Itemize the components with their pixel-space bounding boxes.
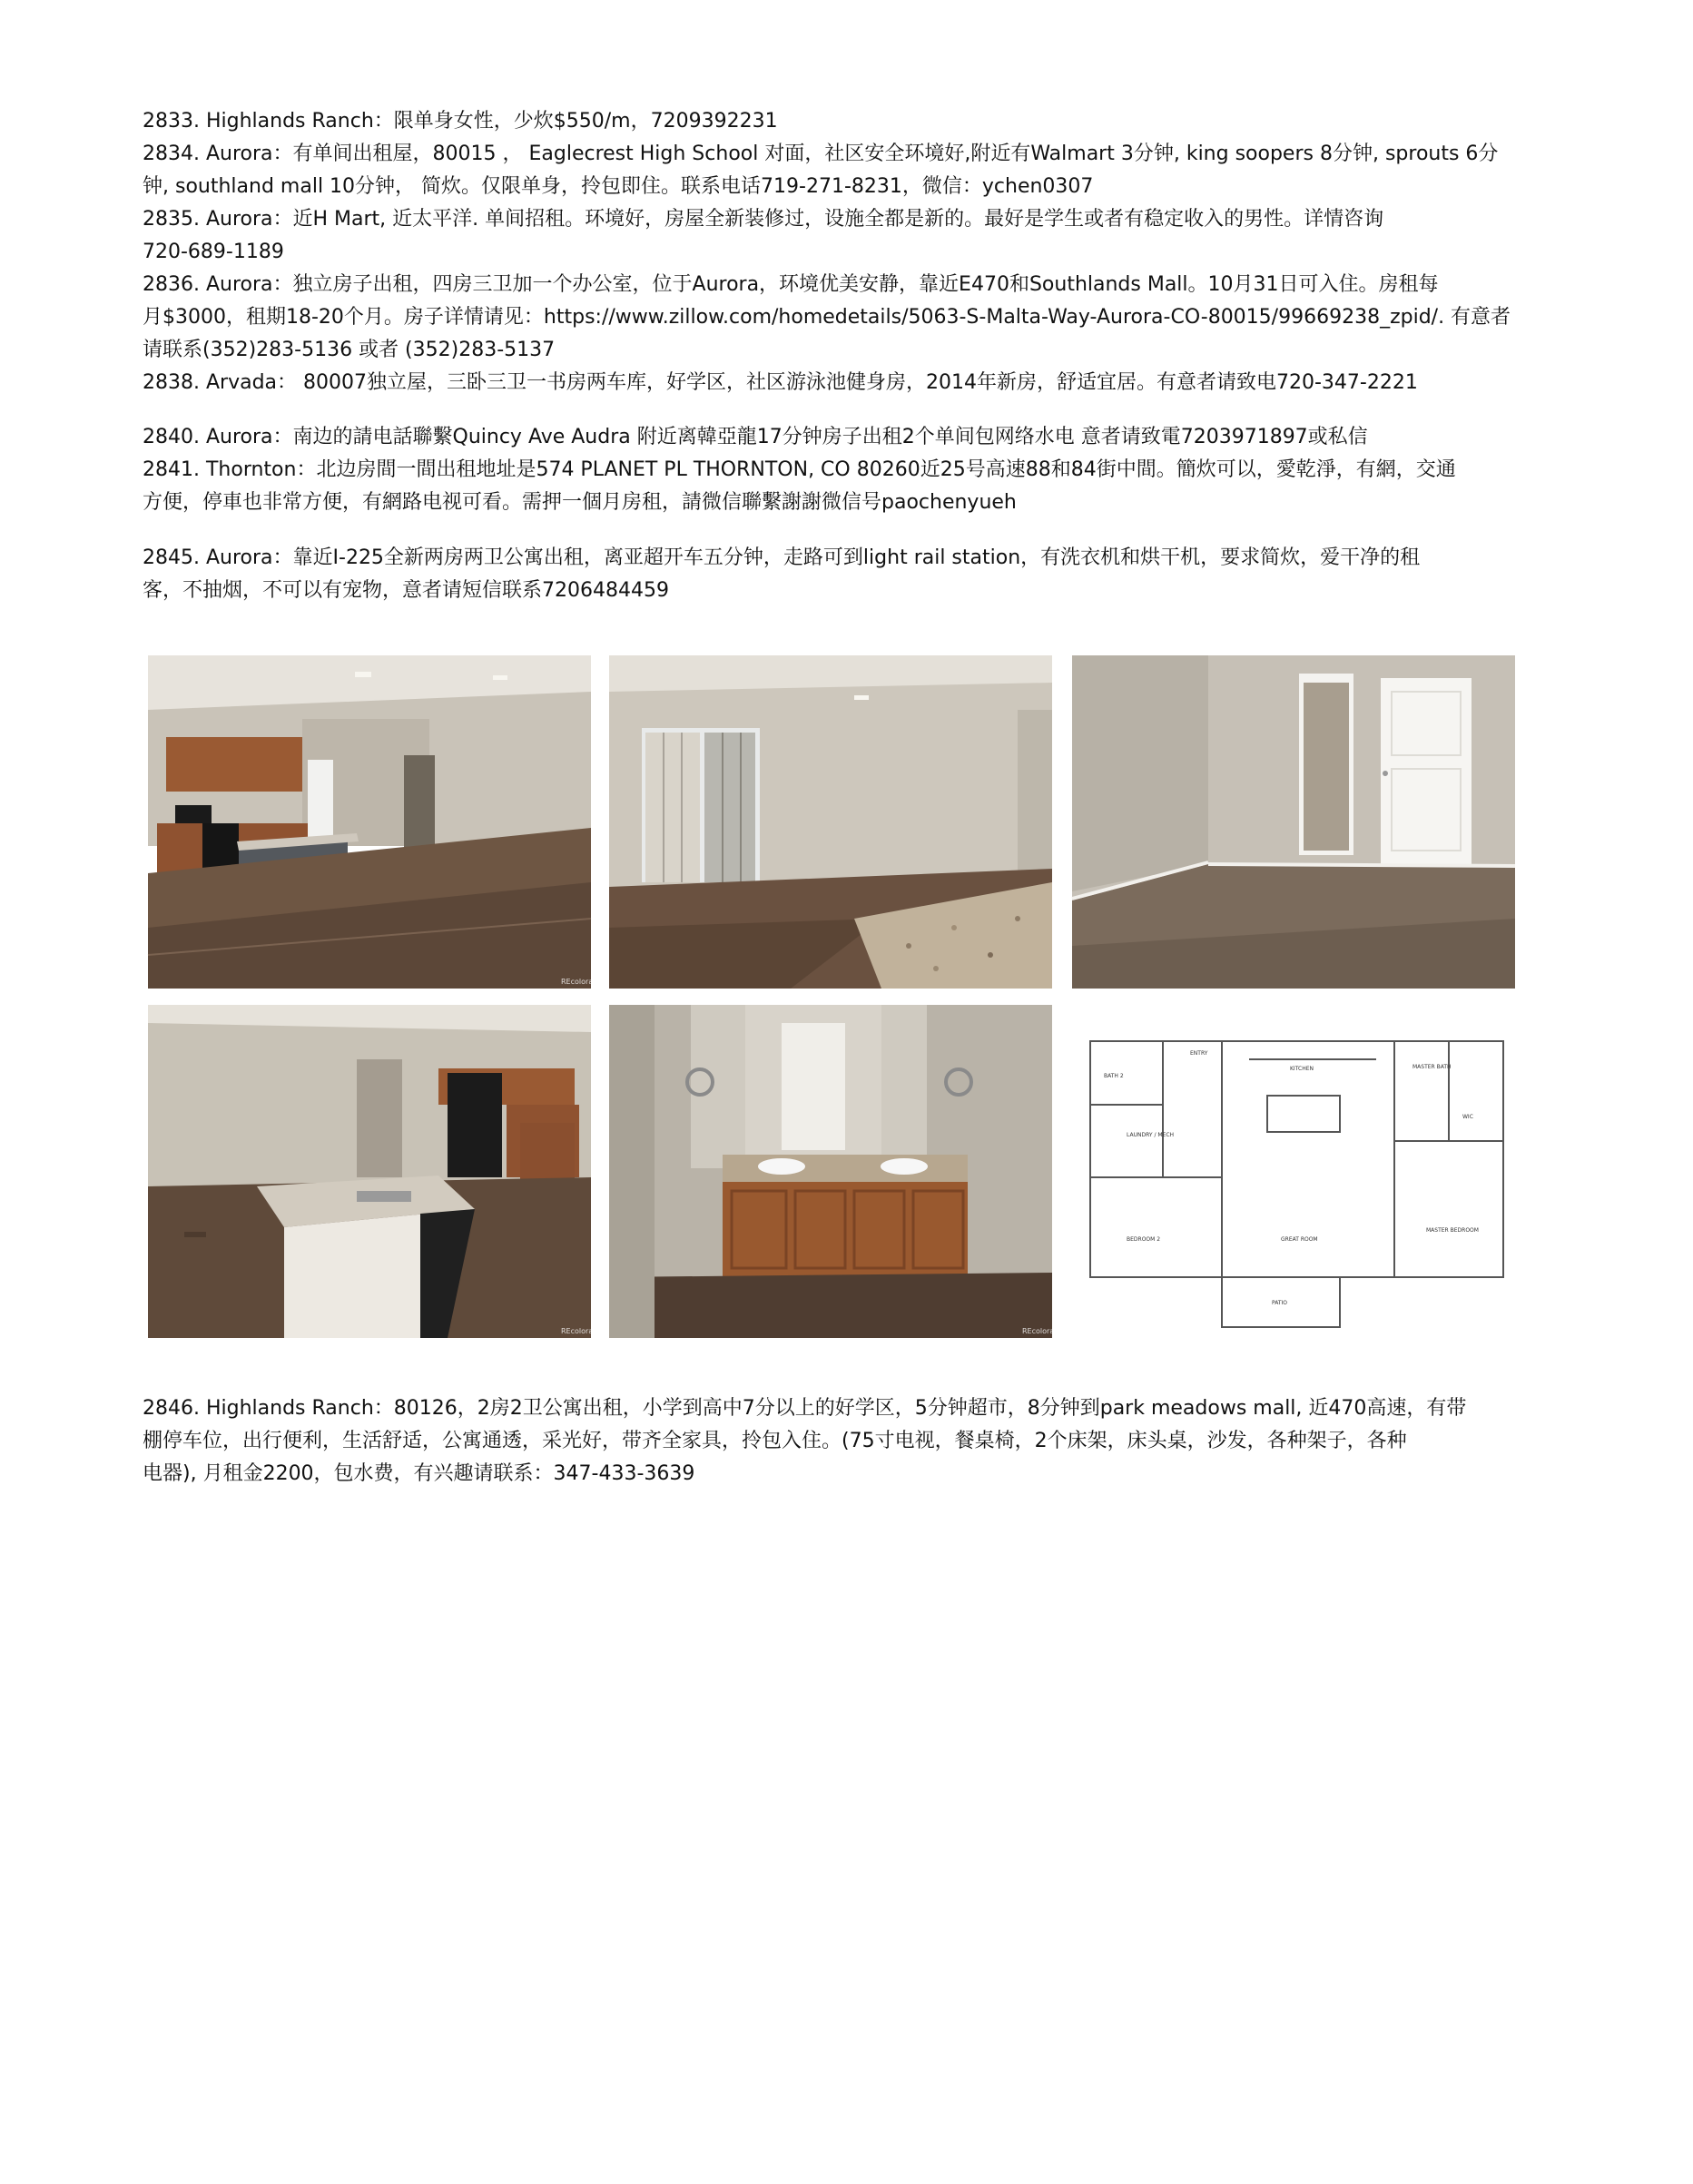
photo-bathroom-vanity bbox=[609, 1005, 1064, 1338]
listing-line: 2840. Aurora：南边的請电話聯繫Quincy Ave Audra 附近离韓亞龍17分钟房子出租2个单间包网络水电 意者请致電7203971897或私信 bbox=[143, 426, 1368, 448]
listing-line: 电器), 月租金2200，包水费，有兴趣请联系：347-433-3639 bbox=[143, 1462, 695, 1485]
fp-label-patio: PATIO bbox=[1272, 1300, 1288, 1306]
listings-block-3 bbox=[143, 542, 1531, 607]
listing-line: 2838. Arvada： 80007独立屋，三卧三卫一书房两车库，好学区，社区游泳池健身房，2014年新房，舒适宜居。有意者请致电720-347-2221 bbox=[143, 371, 1418, 394]
fp-label-wic: WIC bbox=[1462, 1114, 1473, 1120]
listings-block-2 bbox=[143, 421, 1531, 519]
listing-line: 2846. Highlands Ranch：80126，2房2卫公寓出租，小学到高中7分以上的好学区，5分钟超市，8分钟到park meadows mall, 近470高速，有带 bbox=[143, 1397, 1467, 1420]
listing-line: 棚停车位，出行便利，生活舒适，公寓通透，采光好，带齐全家具，拎包入住。(75寸电视，餐桌椅，2个床架，床头桌，沙发，各种架子，各种 bbox=[143, 1430, 1407, 1452]
apartment-photo-grid bbox=[148, 655, 1515, 1338]
photo-kitchen-island bbox=[148, 655, 603, 989]
listing-line: 方便，停車也非常方便，有網路电视可看。需押一個月房租，請微信聯繫謝謝微信号paochenyueh bbox=[143, 491, 1017, 514]
fp-label-laundry: LAUNDRY / MECH bbox=[1127, 1132, 1175, 1138]
listing-line: 2835. Aurora：近H Mart, 近太平洋. 单间招租。环境好，房屋全新装修过，设施全都是新的。最好是学生或者有稳定收入的男性。详情咨询 bbox=[143, 208, 1384, 231]
svg-text:REcolorado: REcolorado bbox=[561, 978, 603, 986]
fp-label-great-room: GREAT ROOM bbox=[1281, 1236, 1318, 1243]
listings-block-1 bbox=[143, 105, 1531, 399]
listing-line: 2833. Highlands Ranch：限单身女性，少炊$550/m，7209392231 bbox=[143, 110, 778, 133]
fp-label-kitchen: KITCHEN bbox=[1290, 1066, 1314, 1072]
photo-bedroom-carpet bbox=[1072, 655, 1515, 989]
fp-label-bath2: BATH 2 bbox=[1104, 1073, 1124, 1079]
floor-plan-image bbox=[1072, 1005, 1515, 1338]
svg-text:REcolorado: REcolorado bbox=[1022, 1327, 1064, 1335]
listing-line: 月$3000，租期18-20个月。房子详情请见：https://www.zillow.com/homedetails/5063-S-Malta-Way-Aurora-CO-80015/99669238_zpid/. 有意者 bbox=[143, 306, 1511, 329]
photo-kitchen-fridge bbox=[148, 1005, 603, 1338]
fp-label-entry: ENTRY bbox=[1190, 1050, 1208, 1057]
photo-living-room bbox=[609, 655, 1052, 989]
listing-line: 2845. Aurora：靠近I-225全新两房两卫公寓出租，离亚超开车五分钟，走路可到light rail station，有洗衣机和烘干机，要求简炊，爱干净的租 bbox=[143, 546, 1421, 569]
listing-line: 2836. Aurora：独立房子出租，四房三卫加一个办公室，位于Aurora，环境优美安静，靠近E470和Southlands Mall。10月31日可入住。房租每 bbox=[143, 273, 1439, 296]
listing-line: 2834. Aurora：有单间出租屋，80015 ， Eaglecrest High School 对面，社区安全环境好,附近有Walmart 3分钟, king soopers 8分钟, sprouts 6分 bbox=[143, 143, 1499, 165]
fp-label-master-bath: MASTER BATH bbox=[1412, 1064, 1452, 1070]
listing-line: 720-689-1189 bbox=[143, 241, 284, 263]
listings-block-4 bbox=[143, 1392, 1531, 1490]
fp-label-bedroom2: BEDROOM 2 bbox=[1127, 1236, 1161, 1243]
listing-line: 请联系(352)283-5136 或者 (352)283-5137 bbox=[143, 339, 556, 361]
svg-text:REcolorado: REcolorado bbox=[561, 1327, 603, 1335]
listing-line: 客，不抽烟，不可以有宠物，意者请短信联系7206484459 bbox=[143, 579, 669, 602]
listing-line: 钟, southland mall 10分钟， 简炊。仅限单身，拎包即住。联系电话719-271-8231，微信：ychen0307 bbox=[143, 175, 1094, 198]
listing-line: 2841. Thornton：北边房間一間出租地址是574 PLANET PL THORNTON, CO 80260近25号高速88和84街中間。簡炊可以，愛乾淨，有網，交通 bbox=[143, 458, 1456, 481]
fp-label-master-bedroom: MASTER BEDROOM bbox=[1426, 1227, 1479, 1234]
